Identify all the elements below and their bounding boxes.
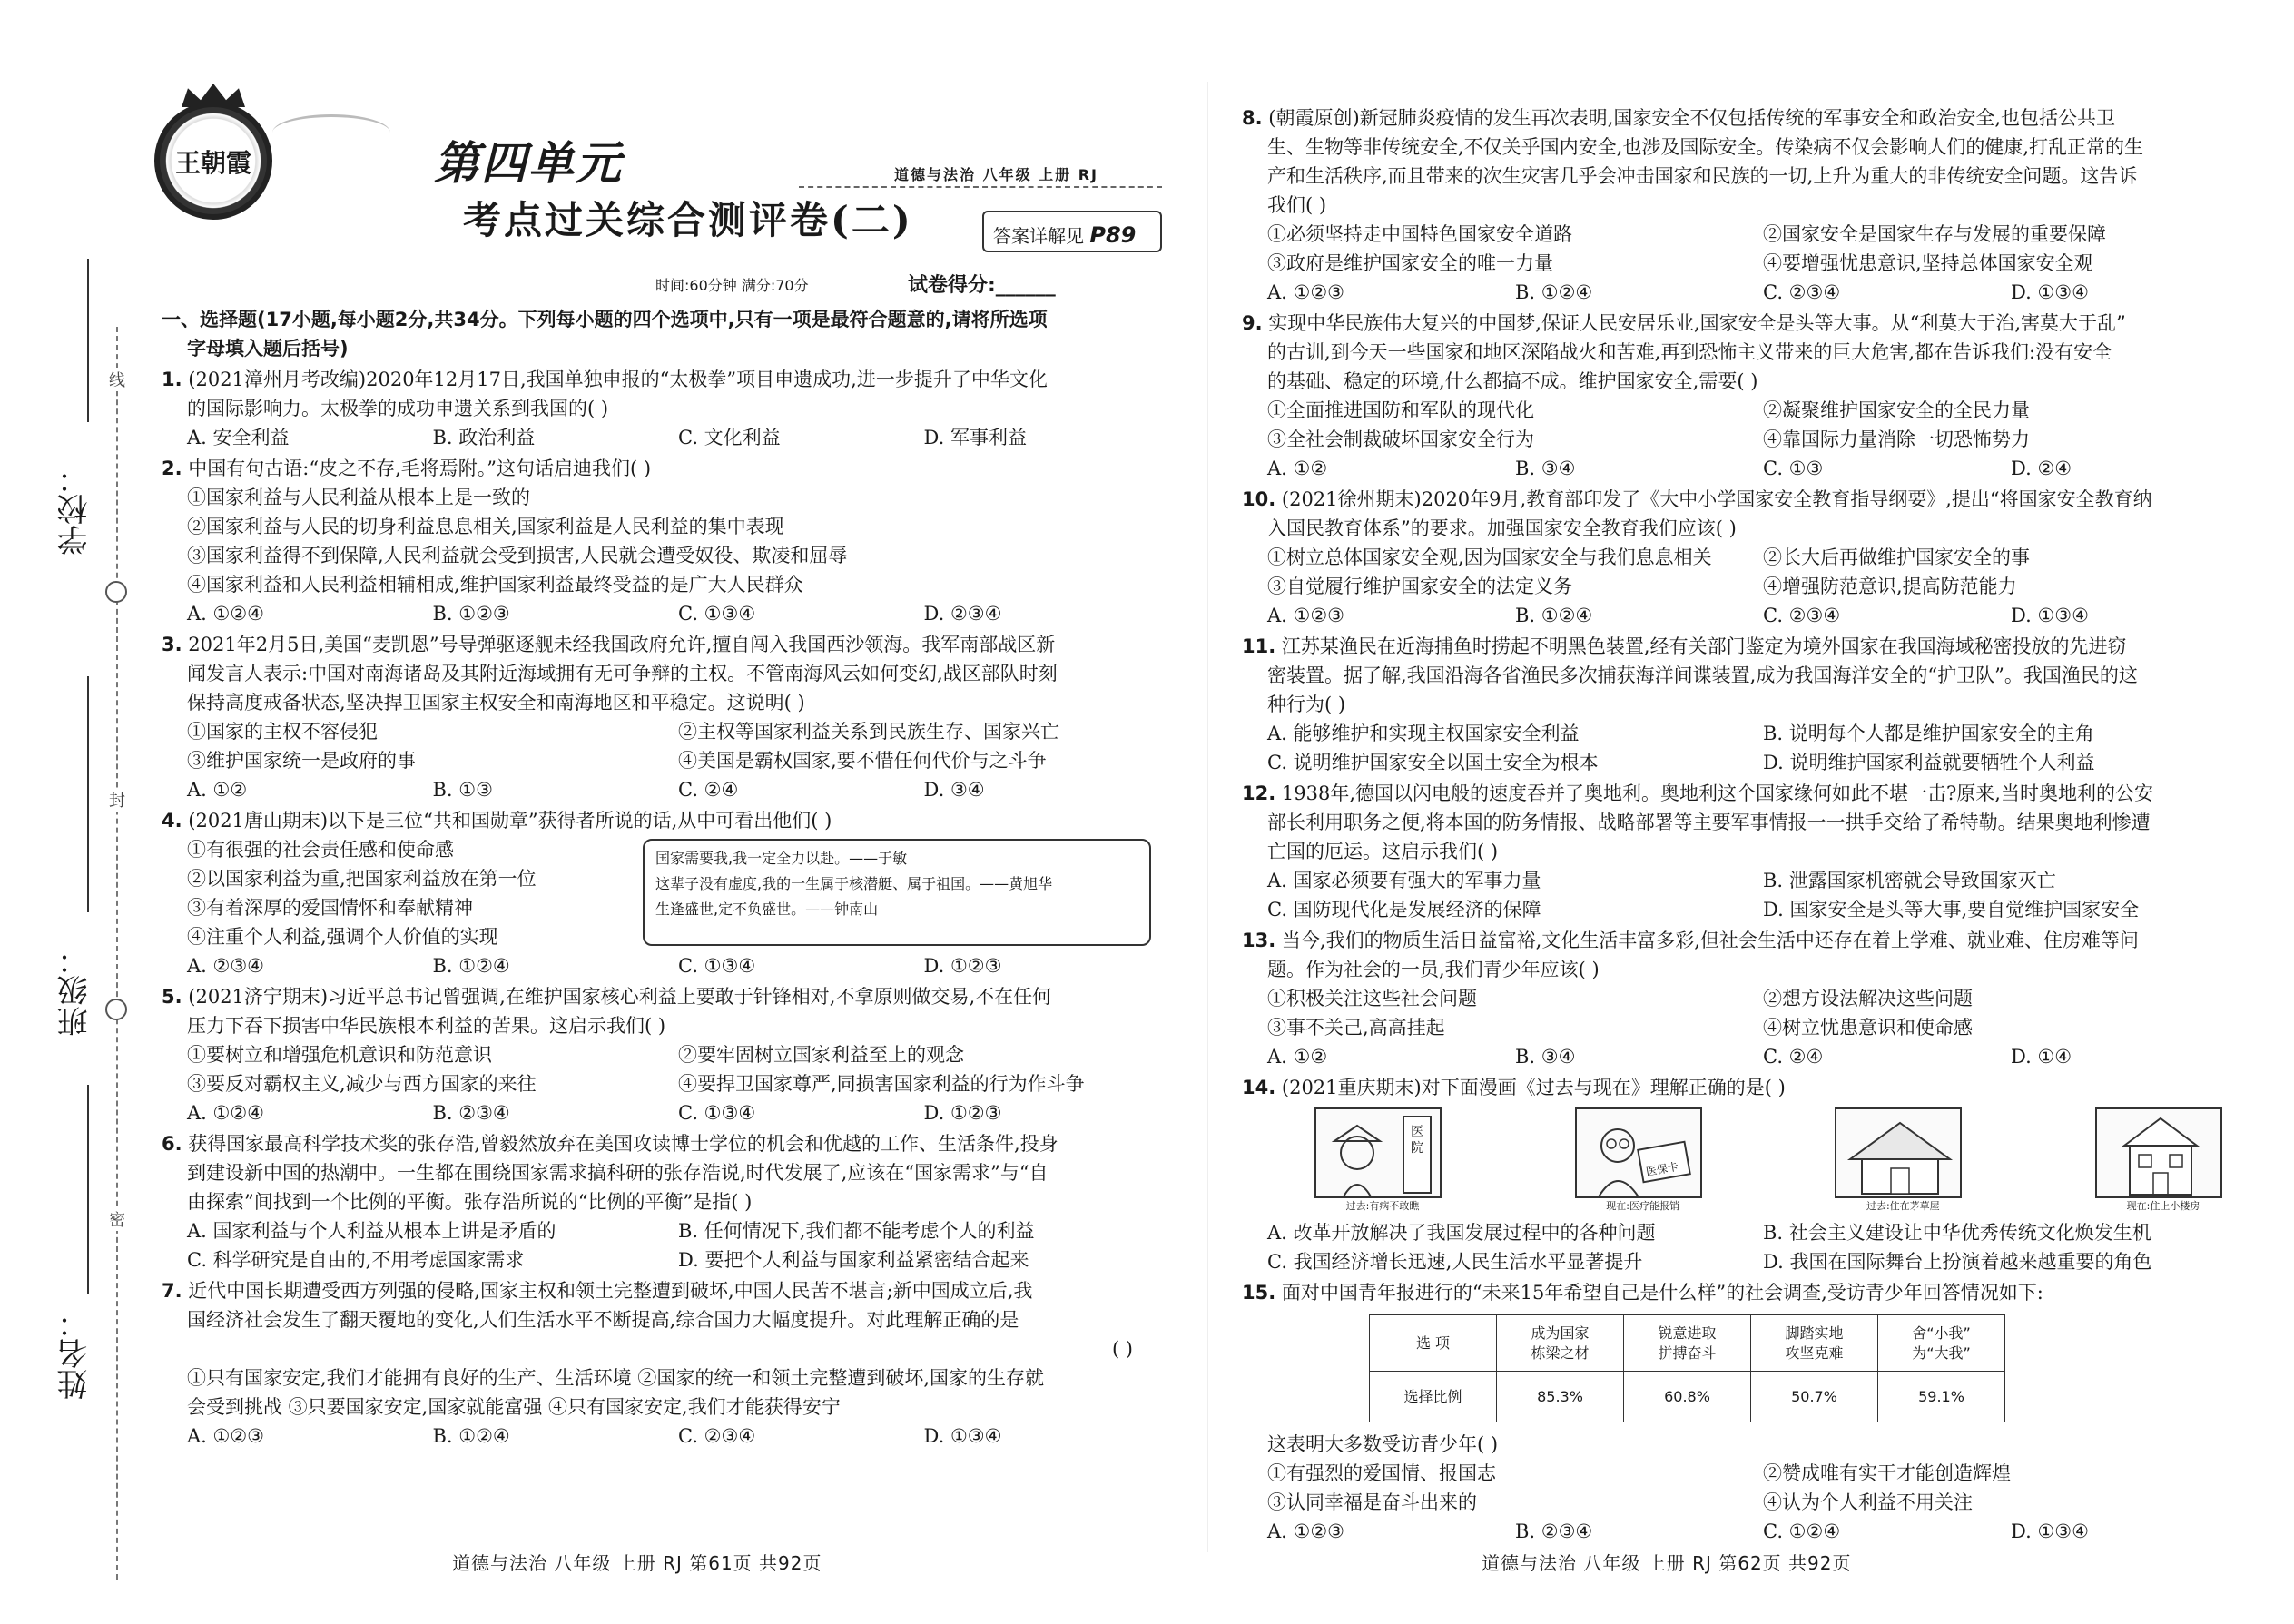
options [162, 1098, 1169, 1127]
options [1242, 719, 2259, 777]
subject-meta: 道德与法治 八年级 上册 RJ [894, 166, 1098, 183]
option-c[interactable]: C. ②③④ [1763, 281, 1841, 303]
table-cell: 59.1% [1878, 1372, 2005, 1422]
option-d[interactable]: D. 要把个人利益与国家利益紧密结合起来 [678, 1249, 1029, 1271]
option-d[interactable]: D. ①②③ [923, 1102, 1002, 1124]
statement: ④国家利益和人民利益相辅相成,维护国家利益最终受益的是广大人民群众 [187, 574, 803, 595]
class-label: 班级： [57, 944, 94, 1037]
question-2: 2. 中国有句古语:“皮之不存,毛将焉附。”这句话启迪我们( ) ①国家利益与人民利益从根本上是一致的 ②国家利益与人民的切身利益息息相关,国家利益是人民利益的集中表现 ③国家利益得不到保障,人民利益就会受到损害,人民就会遭受奴役、欺凌和屈辱 ④国家利益和人民利益相辅相成,维护国家利益最终受益的是广大人民群众 A. ①②④ B. ①②③ C. ①③④ D. ②③④ [162, 454, 1169, 628]
comic-hospital-sign: 医院 [1411, 1125, 1423, 1156]
table-cell: 60.8% [1624, 1372, 1751, 1422]
question-1: 1. (2021漳州月考改编)2020年12月17日,我国单独申报的“太极拳”项目申遗成功,进一步提升了中华文化 的国际影响力。太极拳的成功申遗关系到我国的( ) A. 安全利益 B. 政治利益 C. 文化利益 D. 军事利益 [162, 365, 1169, 452]
option-c[interactable]: C. ①②④ [1763, 1521, 1841, 1542]
statement: 会受到挑战 ③只要国家安定,国家就能富强 ④只有国家安定,我们才能获得安宁 [187, 1396, 841, 1418]
statement: ①树立总体国家安全观,因为国家安全与我们息息相关 [1267, 546, 1712, 568]
header-dashed-rule [799, 186, 1162, 188]
option-a[interactable]: A. 国家必须要有强大的军事力量 [1267, 870, 1541, 891]
logo-text: 王朝霞 [174, 148, 251, 178]
options [162, 423, 1169, 452]
question-number: 5. [162, 986, 182, 1008]
question-number: 15. [1242, 1282, 1276, 1304]
options [162, 951, 1169, 980]
statement: ②主权等国家利益关系到民族生存、国家兴亡 [678, 721, 1059, 743]
binding-mark-secret: 密 [103, 1207, 131, 1231]
statement: ③维护国家统一是政府的事 [187, 750, 416, 772]
option-b[interactable]: B. 政治利益 [432, 427, 536, 448]
statement: ②国家利益与人民的切身利益息息相关,国家利益是人民利益的集中表现 [187, 516, 784, 537]
option-b[interactable]: B. 说明每个人都是维护国家安全的主角 [1763, 723, 2094, 744]
statement: ④增强防范意识,提高防范能力 [1763, 576, 2017, 597]
statements [1242, 1459, 2259, 1517]
option-a[interactable]: A. ①②③ [1267, 1521, 1344, 1542]
statement: ③政府是维护国家安全的唯一力量 [1267, 252, 1553, 274]
binding-hole-1 [105, 581, 127, 603]
option-c[interactable]: C. ①③④ [678, 955, 756, 977]
option-d[interactable]: D. 军事利益 [923, 427, 1027, 448]
table-header-cell: 选 项 [1370, 1315, 1497, 1372]
statement: ③要反对霸权主义,减少与西方国家的来往 [187, 1073, 537, 1095]
question-number: 4. [162, 810, 182, 832]
question-6: 6. 获得国家最高科学技术奖的张存浩,曾毅然放弃在美国攻读博士学位的机会和优越的工作、生活条件,投身 到建设新中国的热潮中。一生都在围绕国家需求搞科研的张存浩说,时代发展了,应该在“国家需求”与“自 由探索”间找到一个比例的平衡。张存浩所说的“比例的平衡”是指( ) A. 国家利益与个人利益从根本上讲是矛盾的 B. 任何情况下,我们都不能考虑个人的利益 C. 科学研究是自由的,不用考虑国家需求 D. 要把个人利益与国家利益紧密结合起来 [162, 1129, 1169, 1275]
statement: ①要树立和增强危机意识和防范意识 [187, 1044, 492, 1066]
question-14: 14. (2021重庆期末)对下面漫画《过去与现在》理解正确的是( ) 医院 过去:有病不敢瞧 医保卡 现在:医疗能报销 过去:住在茅草屋 现在:住上小楼房 A. 改革开放解决了我国发展过程中的各种问题 B. 社会主义建设让中华优秀传统文化焕发生机 C. 我国经济增长迅速,人民生活水平显著提升 D. 我国在国际舞台上扮演着越来越重要的角色 [1242, 1073, 2259, 1276]
statement: ②想方设法解决这些问题 [1763, 988, 1973, 1009]
comic-card-label: 医保卡 [1644, 1159, 1679, 1179]
option-d[interactable]: D. ①④ [2011, 1046, 2072, 1068]
option-b[interactable]: B. ②③④ [1515, 1521, 1593, 1542]
question-number: 3. [162, 634, 182, 655]
statement: ④注重个人利益,强调个人价值的实现 [187, 926, 498, 948]
options [1242, 601, 2259, 630]
answer-bracket: ( ) [1111, 1338, 1133, 1360]
option-a[interactable]: A. ①②③ [1267, 605, 1344, 626]
options [1242, 278, 2259, 307]
option-b[interactable]: B. ③④ [1515, 1046, 1576, 1068]
option-d[interactable]: D. ①③④ [2011, 605, 2089, 626]
statement: ①全面推进国防和军队的现代化 [1267, 399, 1534, 421]
option-c[interactable]: C. ①③④ [678, 603, 756, 625]
question-10: 10. (2021徐州期末)2020年9月,教育部印发了《大中小学国家安全教育指导纲要》,提出“将国家安全教育纳 入国民教育体系”的要求。加强国家安全教育我们应该( ) ①树立总体国家安全观,因为国家安全与我们息息相关 ②长大后再做维护国家安全的事 ③自觉履行维护国家安全的法定义务 ④增强防范意识,提高防范能力 A. ①②③ B. ①②④ C. ②③④ D. ①③④ [1242, 485, 2259, 630]
question-15: 15. 面对中国青年报进行的“未来15年希望自己是什么样”的社会调查,受访青少年回答情况如下: 选 项 成为国家 栋梁之材 锐意进取 拼搏奋斗 脚踏实地 攻坚克难 舍“小我” 为“大我” 选择比例 85.3% 60.8% 50.7% 59.1% 这表明大多数受访青少年( ) ①有强烈的爱国情、报国志 ②赞成唯有实干才能创造辉煌 ③认同幸福是奋斗出来的 ④认为个人利益不用关注 A. ①②③ B. ②③④ C. ①②④ D. ①③④ [1242, 1278, 2259, 1546]
statement: ②要牢固树立国家利益至上的观念 [678, 1044, 964, 1066]
question-3: 3. 2021年2月5日,美国“麦凯恩”号导弹驱逐舰未经我国政府允许,擅自闯入我国西沙领海。我军南部战区新 闻发言人表示:中国对南海诸岛及其附近海域拥有无可争辩的主权。不管南海风云如何变幻,战区部队时刻 保持高度戒备状态,坚决捍卫国家主权安全和南海地区和平稳定。这说明( ) ①国家的主权不容侵犯 ②主权等国家利益关系到民族生存、国家兴亡 ③维护国家统一是政府的事 ④美国是霸权国家,要不惜任何代价与之斗争 A. ①② B. ①③ C. ②④ D. ③④ [162, 630, 1169, 804]
question-number: 7. [162, 1280, 182, 1302]
unit-title: 第四单元 [434, 137, 623, 190]
statement: ①必须坚持走中国特色国家安全道路 [1267, 223, 1572, 245]
option-d[interactable]: D. ②④ [2011, 458, 2072, 479]
thatched-hut-image [1835, 1107, 1962, 1198]
option-d[interactable]: D. ①③④ [923, 1425, 1002, 1447]
question-5: 5. (2021济宁期末)习近平总书记曾强调,在维护国家核心利益上要敢于针锋相对,不拿原则做交易,不在任何 压力下吞下损害中华民族根本利益的苦果。这启示我们( ) ①要树立和增强危机意识和防范意识 ②要牢固树立国家利益至上的观念 ③要反对霸权主义,减少与西方国家的来往 ④要捍卫国家尊严,同损害国家利益的行为作斗争 A. ①②④ B. ②③④ C. ①③④ D. ①②③ [162, 982, 1169, 1127]
quote-box [643, 839, 1151, 946]
statement: ④要捍卫国家尊严,同损害国家利益的行为作斗争 [678, 1073, 1085, 1095]
statement: ④美国是霸权国家,要不惜任何代价与之斗争 [678, 750, 1047, 772]
house-image [2095, 1107, 2222, 1198]
option-c[interactable]: C. ①③ [1763, 458, 1824, 479]
option-b[interactable]: B. ①②④ [1515, 605, 1593, 626]
binding-mark-line: 线 [103, 368, 131, 391]
option-d[interactable]: D. ①②③ [923, 955, 1002, 977]
table-row [1370, 1372, 2005, 1422]
score-field: 试卷得分:______ [908, 274, 1056, 297]
option-d[interactable]: D. 说明维护国家利益就要牺牲个人利益 [1763, 752, 2095, 773]
binding-margin [0, 0, 168, 1624]
options [162, 1422, 1169, 1451]
question-number: 12. [1242, 782, 1276, 804]
statements [1242, 396, 2259, 454]
comic-image [1575, 1107, 1702, 1198]
statement: ①积极关注这些社会问题 [1267, 988, 1477, 1009]
question-13: 13. 当今,我们的物质生活日益富裕,文化生活丰富多彩,但社会生活中还存在着上学难、就业难、住房难等问 题。作为社会的一员,我们青少年应该( ) ①积极关注这些社会问题 ②想方设法解决这些问题 ③事不关己,高高挂起 ④树立忧患意识和使命感 A. ①② B. ③④ C. ②④ D. ①④ [1242, 926, 2259, 1071]
question-number: 2. [162, 458, 182, 479]
page-footer-left: 道德与法治 八年级 上册 RJ 第61页 共92页 [452, 1552, 822, 1574]
question-9: 9. 实现中华民族伟大复兴的中国梦,保证人民安居乐业,国家安全是头等大事。从“利莫大于治,害莫大于乱” 的古训,到今天一些国家和地区深陷战火和苦难,再到恐怖主义带来的巨大危害,都在告诉我们:没有安全 的基础、稳定的环境,什么都搞不成。维护国家安全,需要( ) ①全面推进国防和军队的现代化 ②凝聚维护国家安全的全民力量 ③全社会制裁破坏国家安全行为 ④靠国际力量消除一切恐怖势力 A. ①② B. ③④ C. ①③ D. ②④ [1242, 309, 2259, 483]
comic-caption: 过去:有病不敢瞧 [1345, 1200, 1420, 1212]
statement: ④靠国际力量消除一切恐怖势力 [1763, 428, 2030, 450]
quote: 这辈子没有虚度,我的一生属于核潜艇、属于祖国。——黄旭华 [655, 875, 1053, 892]
option-a[interactable]: A. ②③④ [187, 955, 264, 977]
statement: ④树立忧患意识和使命感 [1763, 1017, 1973, 1038]
option-c[interactable]: C. ①③④ [678, 1102, 756, 1124]
question-12: 12. 1938年,德国以闪电般的速度吞并了奥地利。奥地利这个国家缘何如此不堪一击?原来,当时奥地利的公安 部长利用职务之便,将本国的防务情报、战略部署等主要军事情报一一拱手交给了希特勒。结果奥地利惨遭 亡国的厄运。这启示我们( ) A. 国家必须要有强大的军事力量 B. 泄露国家机密就会导致国家灭亡 C. 国防现代化是发展经济的保障 D. 国家安全是头等大事,要自觉维护国家安全 [1242, 779, 2259, 924]
table-header-cell: 舍“小我” 为“大我” [1878, 1315, 2005, 1372]
option-d[interactable]: D. 我国在国际舞台上扮演着越来越重要的角色 [1763, 1251, 2152, 1273]
statement: ①只有国家安定,我们才能拥有良好的生产、生活环境 ②国家的统一和领土完整遭到破坏,国家的生存就 [187, 1367, 1045, 1389]
question-number: 11. [1242, 635, 1276, 657]
option-a[interactable]: A. ①②④ [187, 603, 264, 625]
statement: ③有着深厚的爱国情怀和奉献精神 [187, 897, 473, 919]
option-b[interactable]: B. ②③④ [432, 1102, 510, 1124]
statements [162, 1040, 1169, 1098]
time-score-meta: 时间:60分钟 满分:70分 [655, 277, 809, 294]
option-d[interactable]: D. ①③④ [2011, 281, 2089, 303]
statement: ②以国家利益为重,把国家利益放在第一位 [187, 868, 537, 890]
question-4: 4. (2021唐山期末)以下是三位“共和国勋章”获得者所说的话,从中可看出他们( ) ①有很强的社会责任感和使命感 ②以国家利益为重,把国家利益放在第一位 ③有着深厚的爱国情怀和奉献精神 ④注重个人利益,强调个人价值的实现 国家需要我,我一定全力以赴。——于敏 这辈子没有虚度,我的一生属于核潜艇、属于祖国。——黄旭华 生逢盛世,定不负盛世。——钟南山 A. ②③④ B. ①②④ C. ①③④ D. ①②③ [162, 806, 1169, 980]
comic-image [1314, 1107, 1442, 1198]
option-c[interactable]: C. 科学研究是自由的,不用考虑国家需求 [187, 1249, 525, 1271]
options [1242, 1042, 2259, 1071]
page-footer-right: 道德与法治 八年级 上册 RJ 第62页 共92页 [1482, 1552, 1852, 1574]
option-a[interactable]: A. ①②③ [187, 1425, 264, 1447]
comic-strip [1242, 1107, 2259, 1215]
quote: 国家需要我,我一定全力以赴。——于敏 [655, 850, 908, 867]
question-number: 6. [162, 1133, 182, 1155]
option-b[interactable]: B. 社会主义建设让中华优秀传统文化焕发生机 [1763, 1222, 2151, 1244]
option-d[interactable]: D. ②③④ [923, 603, 1002, 625]
question-11: 11. 江苏某渔民在近海捕鱼时捞起不明黑色装置,经有关部门鉴定为境外国家在我国海域秘密投放的先进窃 密装置。据了解,我国沿海各省渔民多次捕获海洋间谍装置,成为我国海洋安全的“护卫队”。我国渔民的这 种行为( ) A. 能够维护和实现主权国家安全利益 B. 说明每个人都是维护国家安全的主角 C. 说明维护国家安全以国土安全为根本 D. 说明维护国家利益就要牺牲个人利益 [1242, 632, 2259, 777]
statements [162, 717, 1169, 775]
option-d[interactable]: D. ③④ [923, 779, 985, 801]
statement: ③国家利益得不到保障,人民利益就会受到损害,人民就会遭受奴役、欺凌和屈辱 [187, 545, 848, 566]
statement: ②长大后再做维护国家安全的事 [1763, 546, 2030, 568]
statement: ①国家的主权不容侵犯 [187, 721, 378, 743]
option-a[interactable]: A. 能够维护和实现主权国家安全利益 [1267, 723, 1580, 744]
option-b[interactable]: B. ①②④ [432, 1425, 510, 1447]
option-d[interactable]: D. 国家安全是头等大事,要自觉维护国家安全 [1763, 899, 2140, 920]
left-column [162, 305, 1169, 1451]
option-c[interactable]: C. ②④ [678, 779, 739, 801]
statements [1242, 984, 2259, 1042]
quote: 生逢盛世,定不负盛世。——钟南山 [655, 901, 879, 918]
option-b[interactable]: B. 任何情况下,我们都不能考虑个人的利益 [678, 1220, 1035, 1242]
option-a[interactable]: A. 改革开放解决了我国发展过程中的各种问题 [1267, 1222, 1656, 1244]
school-field-line [87, 259, 89, 422]
statement: ②国家安全是国家生存与发展的重要保障 [1763, 223, 2106, 245]
option-a[interactable]: A. ①② [187, 779, 248, 801]
ribbon-decoration [272, 114, 390, 151]
question-number: 10. [1242, 488, 1276, 510]
statement: ③自觉履行维护国家安全的法定义务 [1267, 576, 1572, 597]
binding-dashed-line [116, 327, 118, 1580]
right-column [1242, 102, 2259, 1546]
comic-panel-1 [1314, 1107, 1451, 1215]
binding-mark-seal: 封 [103, 788, 131, 812]
question-7: 7. 近代中国长期遭受西方列强的侵略,国家主权和领土完整遭到破坏,中国人民苦不堪言;新中国成立后,我 国经济社会发生了翻天覆地的变化,人们生活水平不断提高,综合国力大幅度提升。对此理解正确的是 ( ) ①只有国家安定,我们才能拥有良好的生产、生活环境 ②国家的统一和领土完整遭到破坏,国家的生存就 会受到挑战 ③只要国家安定,国家就能富强 ④只有国家安定,我们才能获得安宁 A. ①②③ B. ①②④ C. ②③④ D. ①③④ [162, 1276, 1169, 1451]
statements [1242, 543, 2259, 601]
options [1242, 1517, 2259, 1546]
comic-caption: 过去:住在茅草屋 [1866, 1200, 1940, 1212]
statement: ③认同幸福是奋斗出来的 [1267, 1491, 1477, 1513]
option-a[interactable]: A. ①②③ [1267, 281, 1344, 303]
table-row [1370, 1315, 2005, 1372]
option-b[interactable]: B. ③④ [1515, 458, 1576, 479]
statement: ①有强烈的爱国情、报国志 [1267, 1462, 1496, 1484]
name-label: 姓名： [57, 1307, 94, 1400]
statements [1242, 220, 2259, 278]
question-number: 13. [1242, 930, 1276, 951]
table-cell: 50.7% [1751, 1372, 1878, 1422]
table-cell: 选择比例 [1370, 1372, 1497, 1422]
question-8: 8. (朝霞原创)新冠肺炎疫情的发生再次表明,国家安全不仅包括传统的军事安全和政治安全,也包括公共卫 生、生物等非传统安全,不仅关乎国内安全,也涉及国际安全。传染病不仅会影响人们的健康,打乱正常的生 产和生活秩序,而且带来的次生灾害几乎会冲击国家和民族的一切,上升为重大的非传统安全问题。这告诉 我们( ) ①必须坚持走中国特色国家安全道路 ②国家安全是国家生存与发展的重要保障 ③政府是维护国家安全的唯一力量 ④要增强忧患意识,坚持总体国家安全观 A. ①②③ B. ①②④ C. ②③④ D. ①③④ [1242, 103, 2259, 307]
option-c[interactable]: C. 文化利益 [678, 427, 781, 448]
question-number: 14. [1242, 1077, 1276, 1098]
option-a[interactable]: A. ①②④ [187, 1102, 264, 1124]
school-label: 学校： [57, 463, 94, 556]
question-number: 9. [1242, 312, 1263, 334]
publisher-logo [154, 102, 272, 220]
option-c[interactable]: C. ②③④ [678, 1425, 756, 1447]
answer-page: P89 [1089, 222, 1137, 248]
options [1242, 866, 2259, 924]
section-heading: 一、选择题(17小题,每小题2分,共34分。下列每小题的四个选项中,只有一项是最符合题意的,请将所选项 字母填入题后括号) [162, 309, 1048, 359]
statement: ②赞成唯有实干才能创造辉煌 [1763, 1462, 2011, 1484]
comic-panel-3 [1835, 1107, 1971, 1215]
option-a[interactable]: A. 安全利益 [187, 427, 290, 448]
option-c[interactable]: C. 国防现代化是发展经济的保障 [1267, 899, 1541, 920]
option-a[interactable]: A. ①② [1267, 458, 1328, 479]
option-a[interactable]: A. 国家利益与个人利益从根本上讲是矛盾的 [187, 1220, 556, 1242]
options [162, 1216, 1169, 1275]
option-d[interactable]: D. ①③④ [2011, 1521, 2089, 1542]
answer-prefix: 答案详解见 [993, 225, 1084, 247]
option-b[interactable]: B. ①③ [432, 779, 493, 801]
option-b[interactable]: B. ①②③ [432, 603, 510, 625]
statement: ②凝聚维护国家安全的全民力量 [1763, 399, 2030, 421]
comic-panel-4 [2095, 1107, 2231, 1215]
survey-table [1369, 1314, 2005, 1422]
options [1242, 454, 2259, 483]
statement: ③全社会制裁破坏国家安全行为 [1267, 428, 1534, 450]
class-field-line [87, 676, 89, 912]
table-header-cell: 成为国家 栋梁之材 [1497, 1315, 1624, 1372]
options [162, 599, 1169, 628]
table-cell: 85.3% [1497, 1372, 1624, 1422]
statement: ④认为个人利益不用关注 [1763, 1491, 1973, 1513]
question-number: 8. [1242, 107, 1263, 129]
option-b[interactable]: B. ①②④ [432, 955, 510, 977]
column-divider [1207, 82, 1208, 1552]
statement: ④要增强忧患意识,坚持总体国家安全观 [1763, 252, 2093, 274]
statements [162, 483, 1169, 599]
statements [162, 835, 634, 951]
comic-caption: 现在:医疗能报销 [1606, 1200, 1680, 1212]
option-c[interactable]: C. 我国经济增长迅速,人民生活水平显著提升 [1267, 1251, 1643, 1273]
option-c[interactable]: C. ②③④ [1763, 605, 1841, 626]
option-b[interactable]: B. 泄露国家机密就会导致国家灭亡 [1763, 870, 2056, 891]
option-c[interactable]: C. 说明维护国家安全以国土安全为根本 [1267, 752, 1599, 773]
table-header-cell: 脚踏实地 攻坚克难 [1751, 1315, 1878, 1372]
option-b[interactable]: B. ①②④ [1515, 281, 1593, 303]
question-number: 1. [162, 369, 182, 390]
answer-reference-box [982, 211, 1162, 252]
binding-hole-2 [105, 999, 127, 1020]
option-a[interactable]: A. ①② [1267, 1046, 1328, 1068]
options [1242, 1218, 2259, 1276]
table-header-cell: 锐意进取 拼搏奋斗 [1624, 1315, 1751, 1372]
page-title: 考点过关综合测评卷(二) [463, 198, 913, 242]
statement: ①有很强的社会责任感和使命感 [187, 839, 454, 861]
statement: ③事不关己,高高挂起 [1267, 1017, 1445, 1038]
options [162, 775, 1169, 804]
comic-panel-2 [1575, 1107, 1711, 1215]
name-field-line [87, 1085, 89, 1294]
statement: ①国家利益与人民利益从根本上是一致的 [187, 487, 530, 508]
comic-caption: 现在:住上小楼房 [2126, 1200, 2200, 1212]
option-c[interactable]: C. ②④ [1763, 1046, 1824, 1068]
